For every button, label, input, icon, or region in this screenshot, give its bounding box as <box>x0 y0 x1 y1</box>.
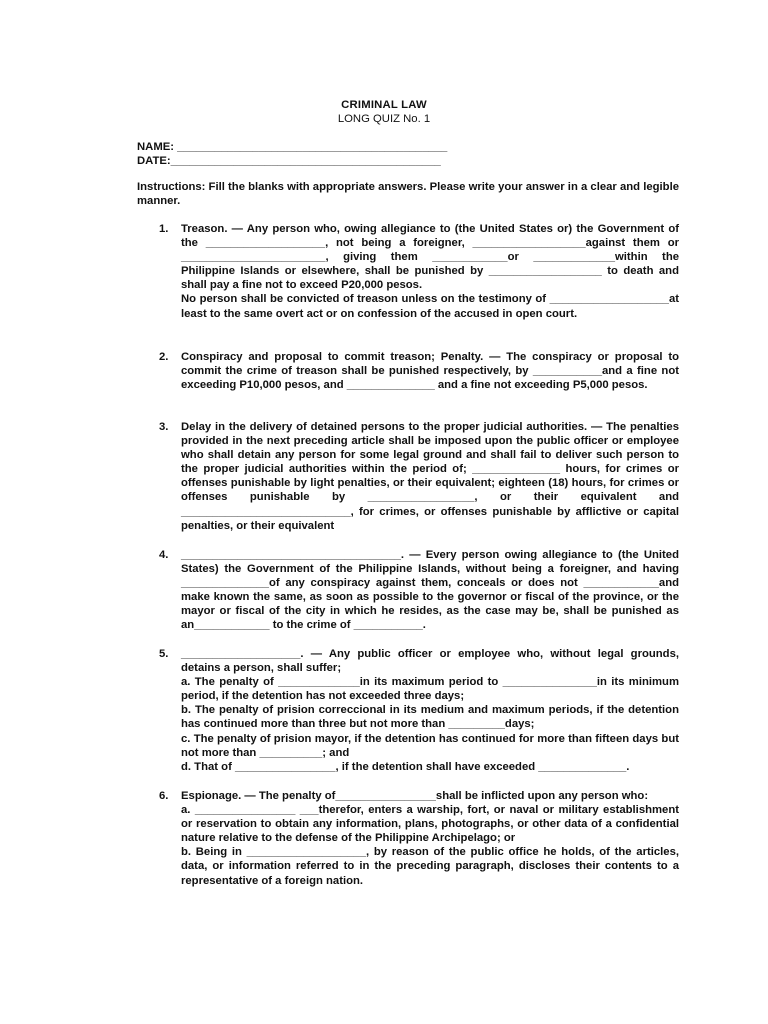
question-text: ___________________. — Any public officer or employee who, without legal grounds, detains a person, shall suffer; <box>181 648 679 675</box>
question-number: 6. <box>159 790 169 802</box>
date-field: DATE:___________________________________________ <box>137 155 441 167</box>
question-text: a. The penalty of _____________in its maximum period to _______________in its minimum period, if the detention has not exceeded three days; <box>181 676 679 703</box>
question-text: Conspiracy and proposal to commit treason; Penalty. — The conspiracy or proposal to commit the crime of treason shall be punished respectively, by ___________and a fine not exceeding P10,000 pesos, and ______________ and a fine not exceeding P5,000 pesos. <box>181 351 679 392</box>
question-text: d. That of ________________, if the detention shall have exceeded ______________. <box>181 760 630 773</box>
document-title: CRIMINAL LAW <box>341 99 427 111</box>
question-number: 3. <box>159 421 169 433</box>
question-text: Treason. — Any person who, owing allegiance to (the United States or) the Government of the ___________________, not being a foreigner, __________________against them or _______________________, giving them ____________or _____________within the Philippine Islands or elsewhere, shall be punished by __________________ to death and shall pay a fine not to exceed P20,000 pesos. <box>181 223 679 292</box>
question-1 <box>137 222 679 321</box>
question-3 <box>137 420 679 533</box>
question-2 <box>137 350 679 392</box>
question-text: b. Being in ___________________, by reason of the public office he holds, of the articles, data, or information referred to in the preceding paragraph, discloses their contents to a representative of a foreign nation. <box>181 846 679 887</box>
question-text: ___________________________________. — Every person owing allegiance to (the United States) the Government of the Philippine Islands, without being a foreigner, and having ______________of any conspiracy against them, conceals or does not ____________and make known the same, as soon as possible to the governor or fiscal of the province, or the mayor or fiscal of the city in which he resides, as the case may be, shall be punished as an____________ to the crime of ___________. <box>181 549 679 632</box>
question-number: 4. <box>159 549 169 561</box>
question-number: 2. <box>159 351 169 363</box>
question-number: 1. <box>159 223 169 235</box>
question-number: 5. <box>159 648 169 660</box>
question-text: No person shall be convicted of treason unless on the testimony of ___________________at least to the same overt act or on confession of the accused in open court. <box>181 293 679 320</box>
name-field: NAME: ___________________________________________ <box>137 141 448 153</box>
question-text: Espionage. — The penalty of________________shall be inflicted upon any person who: <box>181 790 649 802</box>
question-text: a. ________________ ___therefor, enters a warship, fort, or naval or military establishment or reservation to obtain any information, plans, photographs, or other data of a confidential nature relative to the defense of the Philippine Archipelago; or <box>181 804 679 845</box>
question-text: b. The penalty of prision correccional in its medium and maximum periods, if the detention has continued more than three but not more than _________days; <box>181 704 679 731</box>
instructions: Instructions: Fill the blanks with appropriate answers. Please write your answer in a clear and legible manner. <box>137 181 679 208</box>
document-subtitle: LONG QUIZ No. 1 <box>337 113 431 125</box>
question-5 <box>137 647 679 774</box>
question-4 <box>137 548 679 633</box>
question-text: c. The penalty of prision mayor, if the detention has continued for more than fifteen days but not more than __________; and <box>181 732 679 759</box>
question-text: Delay in the delivery of detained persons to the proper judicial authorities. — The penalties provided in the next preceding article shall be imposed upon the public officer or employee who shall detain any person for some legal ground and shall fail to deliver such person to the proper judicial authorities within the period of; ______________ hours, for crimes or offenses punishable by light penalties, or their equivalent; eighteen (18) hours, for crimes or offenses punishable by _________________, or their equivalent and ___________________________, for crimes, or offenses punishable by afflictive or capital penalties, or their equivalent <box>181 421 679 532</box>
question-6 <box>137 789 679 888</box>
